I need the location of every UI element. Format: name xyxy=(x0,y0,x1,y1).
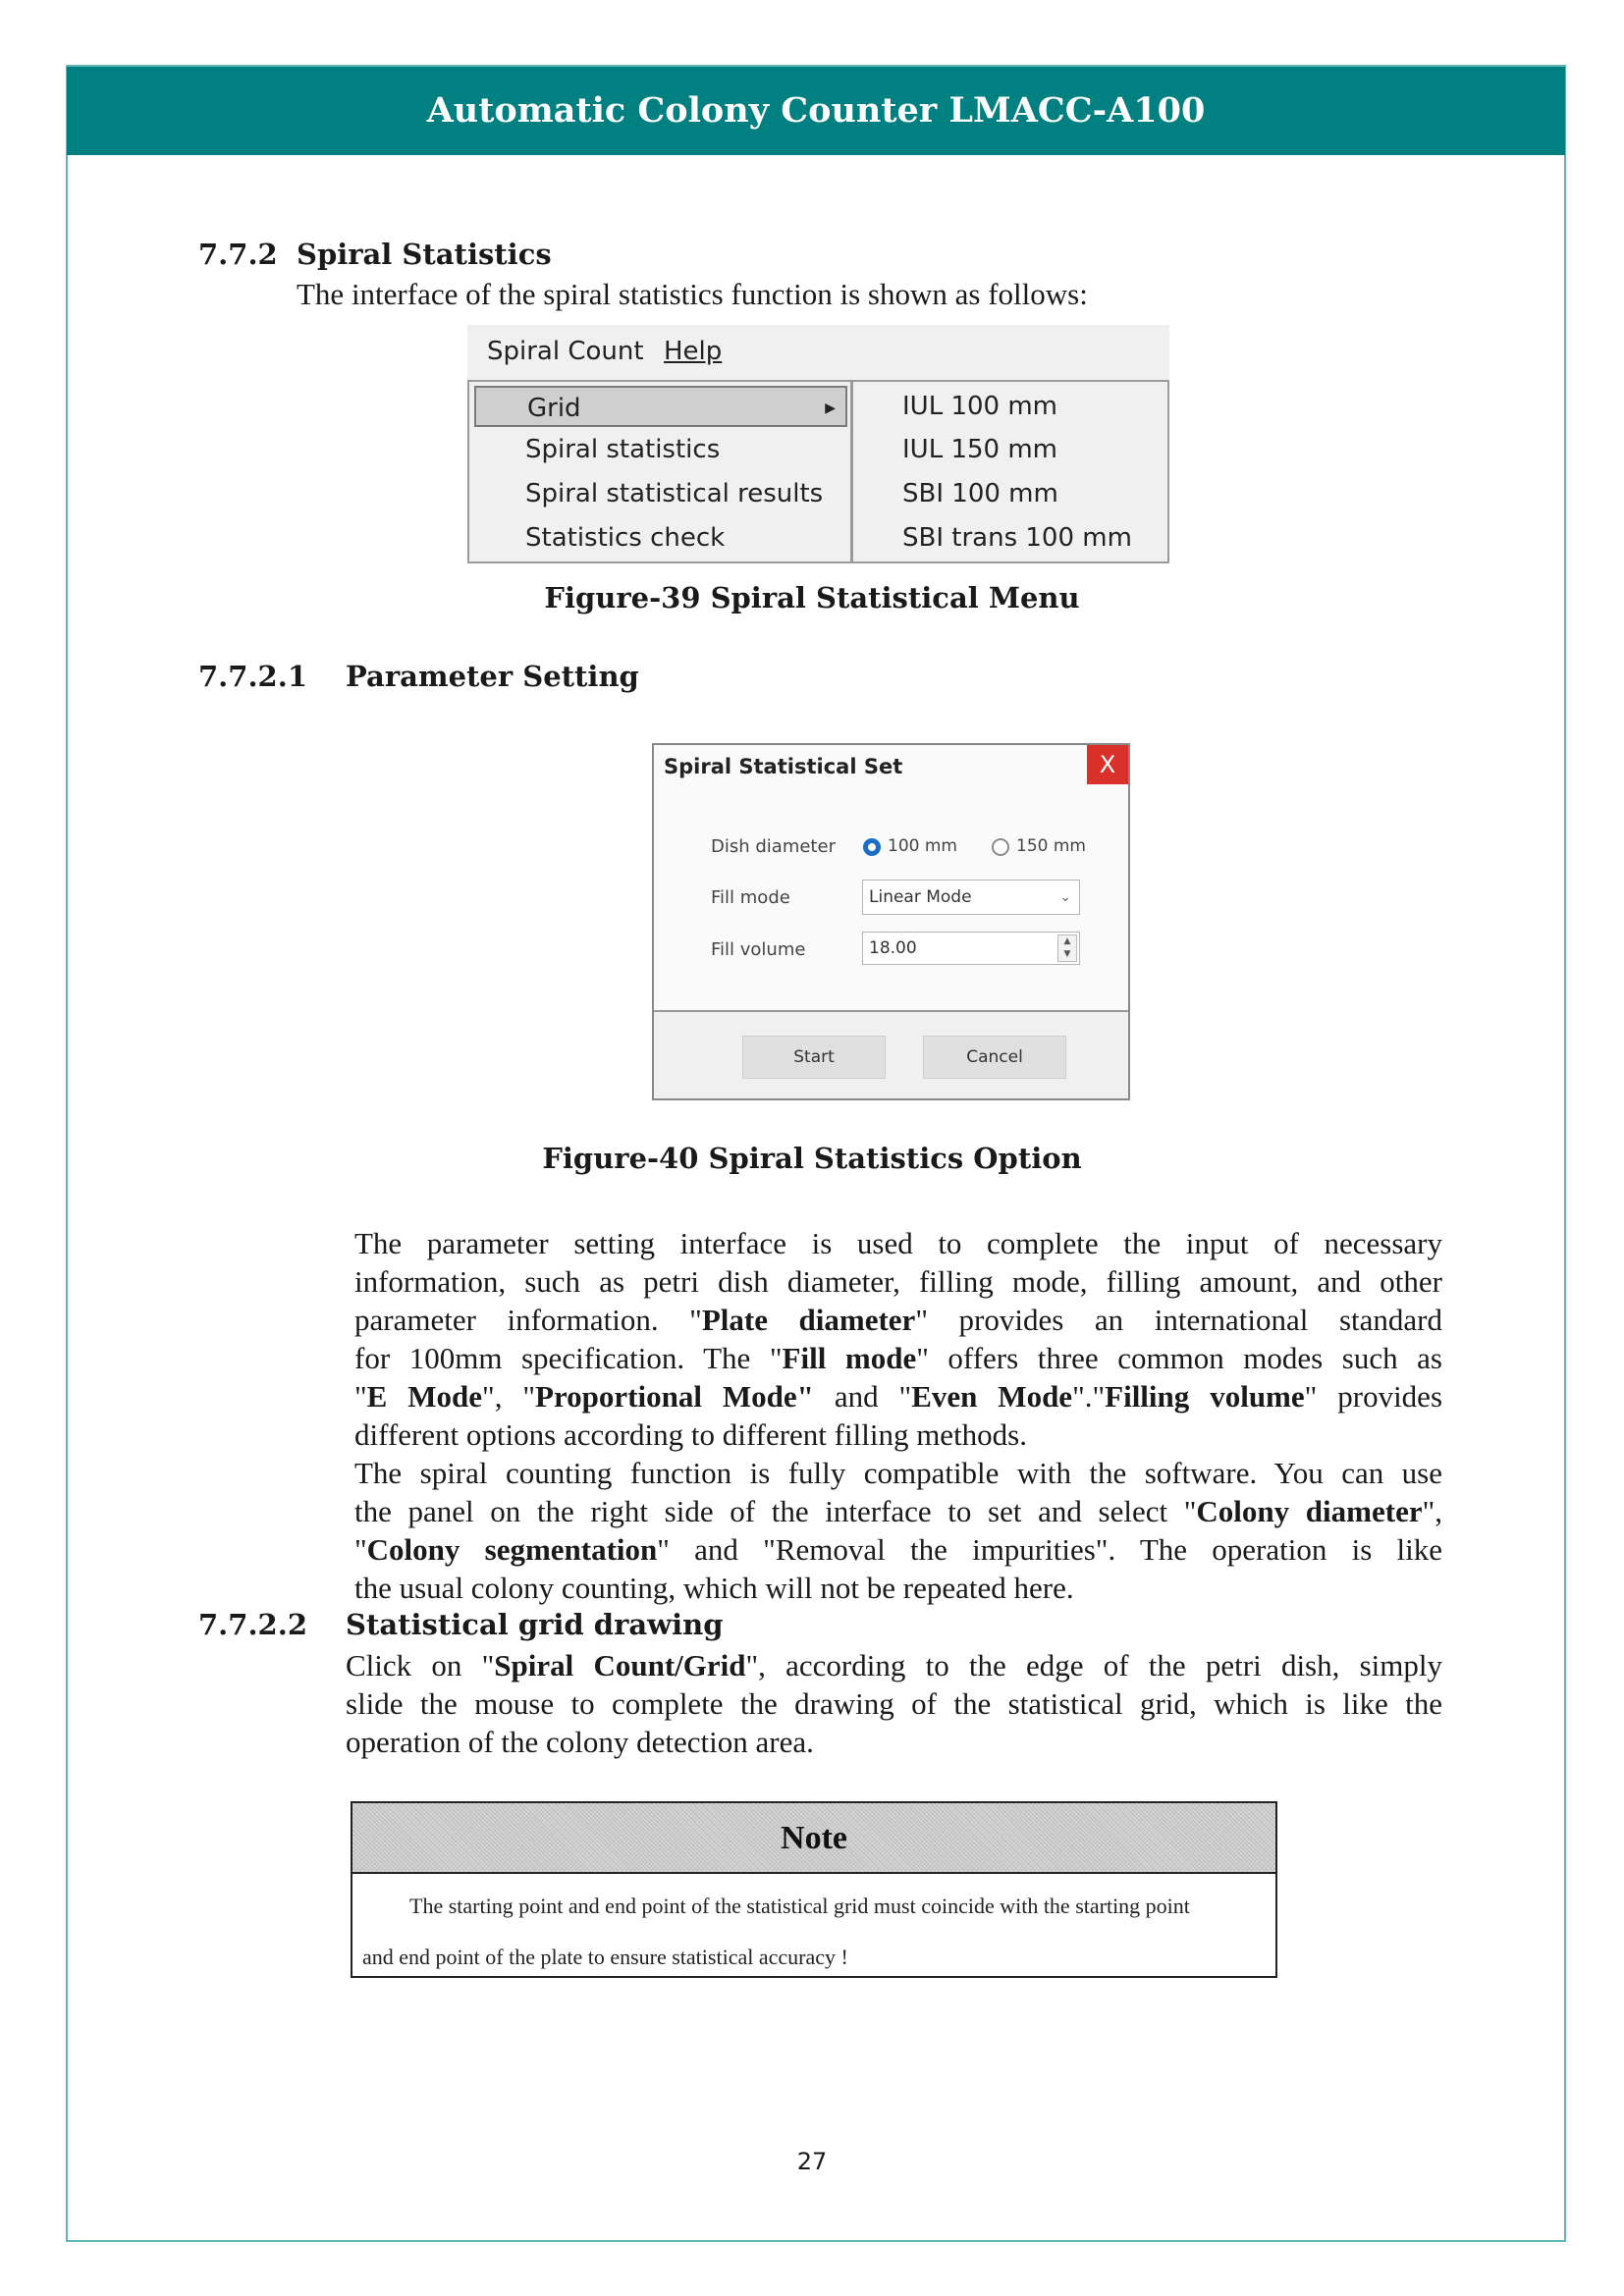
submenu-arrow-icon: ▶ xyxy=(825,400,836,416)
spiral-statistical-set-dialog xyxy=(652,743,1130,1100)
menu-item-spiral-statistics[interactable]: Spiral statistics xyxy=(525,435,721,464)
dish-diameter-label: Dish diameter xyxy=(711,836,836,857)
section-intro: The interface of the spiral statistics function is shown as follows: xyxy=(297,277,1088,311)
note-box xyxy=(351,1801,1277,1978)
text-run: and " xyxy=(813,1379,912,1414)
text-run: "." xyxy=(1072,1379,1106,1414)
paragraph-1-line-1: The parameter setting interface is used to complete the input of necessary xyxy=(354,1226,1442,1260)
fill-mode-value: Linear Mode xyxy=(869,887,972,907)
paragraph-1-line-6: different options according to different filling methods. xyxy=(354,1417,1027,1452)
radio-100mm[interactable] xyxy=(863,838,881,856)
note-line-2: and end point of the plate to ensure statistical accuracy ! xyxy=(362,1945,848,1969)
text-run: parameter information. " xyxy=(354,1303,702,1337)
figure-39-caption: Figure-39 Spiral Statistical Menu xyxy=(544,581,1080,614)
bold-term: Filling volume xyxy=(1105,1379,1305,1414)
text-run: ", " xyxy=(482,1379,536,1414)
menu-item-grid-label: Grid xyxy=(527,394,581,423)
bold-term: Proportional Mode" xyxy=(535,1379,814,1414)
menu-item-grid[interactable] xyxy=(474,386,847,427)
menu-item-statistics-check[interactable]: Statistics check xyxy=(525,523,726,553)
fill-mode-label: Fill mode xyxy=(711,887,790,908)
submenu-item-sbi-trans-100[interactable]: SBI trans 100 mm xyxy=(902,523,1132,553)
text-run: " xyxy=(354,1379,367,1414)
fill-mode-select[interactable] xyxy=(862,880,1080,915)
bold-term: Even Mode xyxy=(911,1379,1073,1414)
text-run: " xyxy=(354,1532,367,1567)
bold-term: Plate diameter xyxy=(701,1303,916,1337)
text-run: ", xyxy=(1422,1494,1442,1528)
spiral-count-dropdown xyxy=(467,380,852,563)
paragraph-2-line-1: The spiral counting function is fully compatible with the software. You can use xyxy=(354,1456,1442,1490)
spinner-arrows-icon[interactable]: ▲ ▼ xyxy=(1057,934,1077,962)
section-number: 7.7.2 xyxy=(198,238,278,271)
grid-submenu xyxy=(852,380,1169,563)
close-icon[interactable]: X xyxy=(1087,745,1128,784)
paragraph-3-line-1 xyxy=(346,1646,1442,1684)
text-run: for 100mm specification. The " xyxy=(354,1341,783,1375)
text-run: " and "Removal the impurities". The operation is like xyxy=(657,1532,1442,1567)
fill-volume-label: Fill volume xyxy=(711,939,806,960)
text-run: ", according to the edge of the petri dish, simply xyxy=(745,1648,1442,1682)
page-header: Automatic Colony Counter LMACC-A100 xyxy=(67,67,1565,155)
start-button[interactable]: Start xyxy=(742,1036,886,1079)
paragraph-3-line-3: operation of the colony detection area. xyxy=(346,1725,814,1759)
cancel-button[interactable]: Cancel xyxy=(923,1036,1066,1079)
bold-term: Colony diameter xyxy=(1196,1494,1423,1528)
dialog-title: Spiral Statistical Set xyxy=(664,755,903,778)
menu-item-spiral-statistical-results[interactable]: Spiral statistical results xyxy=(525,479,824,508)
subsection-number: 7.7.2.1 xyxy=(198,660,308,693)
paragraph-1-line-4 xyxy=(354,1339,1442,1377)
text-run: the panel on the right side of the interface to set and select " xyxy=(354,1494,1197,1528)
chevron-down-icon: ⌄ xyxy=(1059,889,1071,905)
paragraph-2-line-3 xyxy=(354,1530,1442,1569)
text-run: Click on " xyxy=(346,1648,495,1682)
note-line-1: The starting point and end point of the statistical grid must coincide with the starting point xyxy=(409,1894,1190,1918)
section-heading xyxy=(198,238,552,271)
menu-spiral-count[interactable]: Spiral Count xyxy=(487,337,644,366)
fill-volume-value: 18.00 xyxy=(869,938,917,958)
section-title: Spiral Statistics xyxy=(297,238,552,271)
menu-help[interactable]: Help xyxy=(664,337,723,366)
bold-term: Colony segmentation xyxy=(366,1532,658,1567)
radio-150mm-label: 150 mm xyxy=(1016,836,1086,856)
bold-term: Spiral Count/Grid xyxy=(494,1648,746,1682)
bold-term: Fill mode xyxy=(782,1341,917,1375)
paragraph-3-line-2: slide the mouse to complete the drawing of the statistical grid, which is like the xyxy=(346,1686,1442,1721)
note-title: Note xyxy=(352,1803,1275,1874)
bold-term: E Mode xyxy=(366,1379,483,1414)
spiral-menu-screenshot xyxy=(467,325,1169,563)
text-run: " provides xyxy=(1304,1379,1443,1414)
subsection-title: Parameter Setting xyxy=(346,660,639,693)
dialog-footer xyxy=(654,1012,1128,1098)
paragraph-1-line-2: information, such as petri dish diameter, filling mode, filling amount, and other xyxy=(354,1264,1442,1299)
paragraph-2-line-2 xyxy=(354,1492,1442,1530)
radio-150mm[interactable] xyxy=(992,838,1009,856)
subsection-number: 7.7.2.2 xyxy=(198,1608,308,1641)
fill-volume-spinner[interactable] xyxy=(862,932,1080,965)
figure-40-caption: Figure-40 Spiral Statistics Option xyxy=(542,1142,1082,1175)
text-run: " offers three common modes such as xyxy=(916,1341,1442,1375)
radio-100mm-label: 100 mm xyxy=(888,836,957,856)
page-number: 27 xyxy=(796,2148,828,2175)
subsection-heading-2 xyxy=(198,1608,723,1641)
submenu-item-sbi-100[interactable]: SBI 100 mm xyxy=(902,479,1058,508)
subsection-heading-1 xyxy=(198,660,639,693)
text-run: " provides an international standard xyxy=(915,1303,1442,1337)
subsection-title: Statistical grid drawing xyxy=(346,1608,724,1641)
submenu-item-iul-100[interactable]: IUL 100 mm xyxy=(902,392,1057,421)
paragraph-1-line-5 xyxy=(354,1377,1442,1415)
paragraph-1-line-3 xyxy=(354,1301,1442,1339)
submenu-item-iul-150[interactable]: IUL 150 mm xyxy=(902,435,1057,464)
menubar xyxy=(467,325,1169,380)
paragraph-2-line-4: the usual colony counting, which will not be repeated here. xyxy=(354,1571,1074,1605)
